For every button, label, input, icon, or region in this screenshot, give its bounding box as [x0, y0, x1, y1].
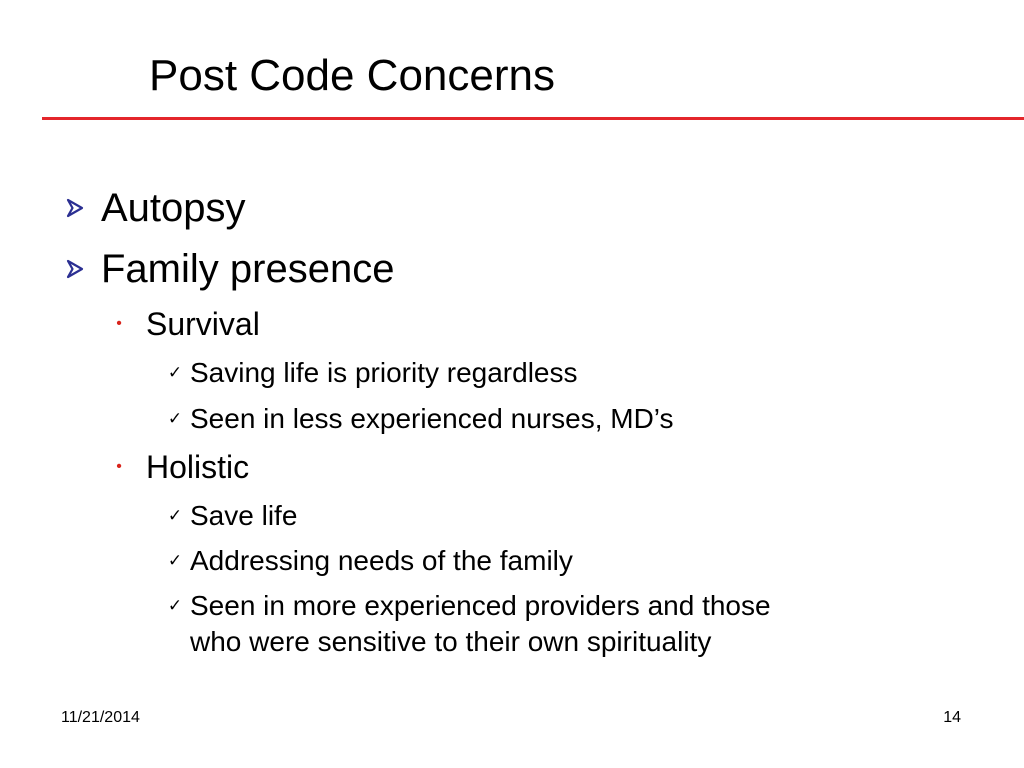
check-item-text: who were sensitive to their own spirituality: [190, 626, 712, 657]
footer-date: 11/21/2014: [61, 709, 140, 726]
check-item-more-experienced: [167, 589, 771, 623]
check-item-text: Seen in less experienced nurses, MD’s: [190, 403, 674, 434]
page-number: 14: [943, 709, 961, 726]
subbullet-text: Survival: [146, 306, 260, 342]
subbullet-text: Holistic: [146, 449, 250, 485]
check-icon: ✓: [167, 596, 183, 616]
bullet-text: Family presence: [101, 247, 395, 291]
bullet-family-presence: [101, 245, 394, 293]
check-item-spirituality-continuation: [190, 625, 711, 659]
subbullet-survival: [116, 305, 260, 343]
arrow-bullet-icon: [64, 258, 86, 280]
check-item-text: Saving life is priority regardless: [190, 357, 578, 388]
dot-bullet-icon: •: [116, 458, 122, 475]
slide-title: Post Code Concerns: [149, 51, 555, 100]
check-icon: ✓: [167, 506, 183, 526]
check-item-text: Seen in more experienced providers and those: [190, 590, 771, 621]
subbullet-holistic: [116, 448, 250, 486]
check-item-text: Save life: [190, 500, 298, 531]
bullet-text: Autopsy: [101, 186, 246, 230]
bullet-autopsy: [101, 184, 246, 232]
arrow-bullet-icon: [64, 197, 86, 219]
check-item-family-needs: [167, 544, 573, 578]
check-icon: ✓: [167, 363, 183, 383]
check-icon: ✓: [167, 551, 183, 571]
check-item-saving-life-priority: [167, 356, 578, 390]
check-item-save-life: [167, 499, 298, 533]
check-icon: ✓: [167, 409, 183, 429]
check-item-text: Addressing needs of the family: [190, 545, 573, 576]
title-divider: [42, 117, 1024, 120]
dot-bullet-icon: •: [116, 315, 122, 332]
check-item-less-experienced: [167, 402, 674, 436]
